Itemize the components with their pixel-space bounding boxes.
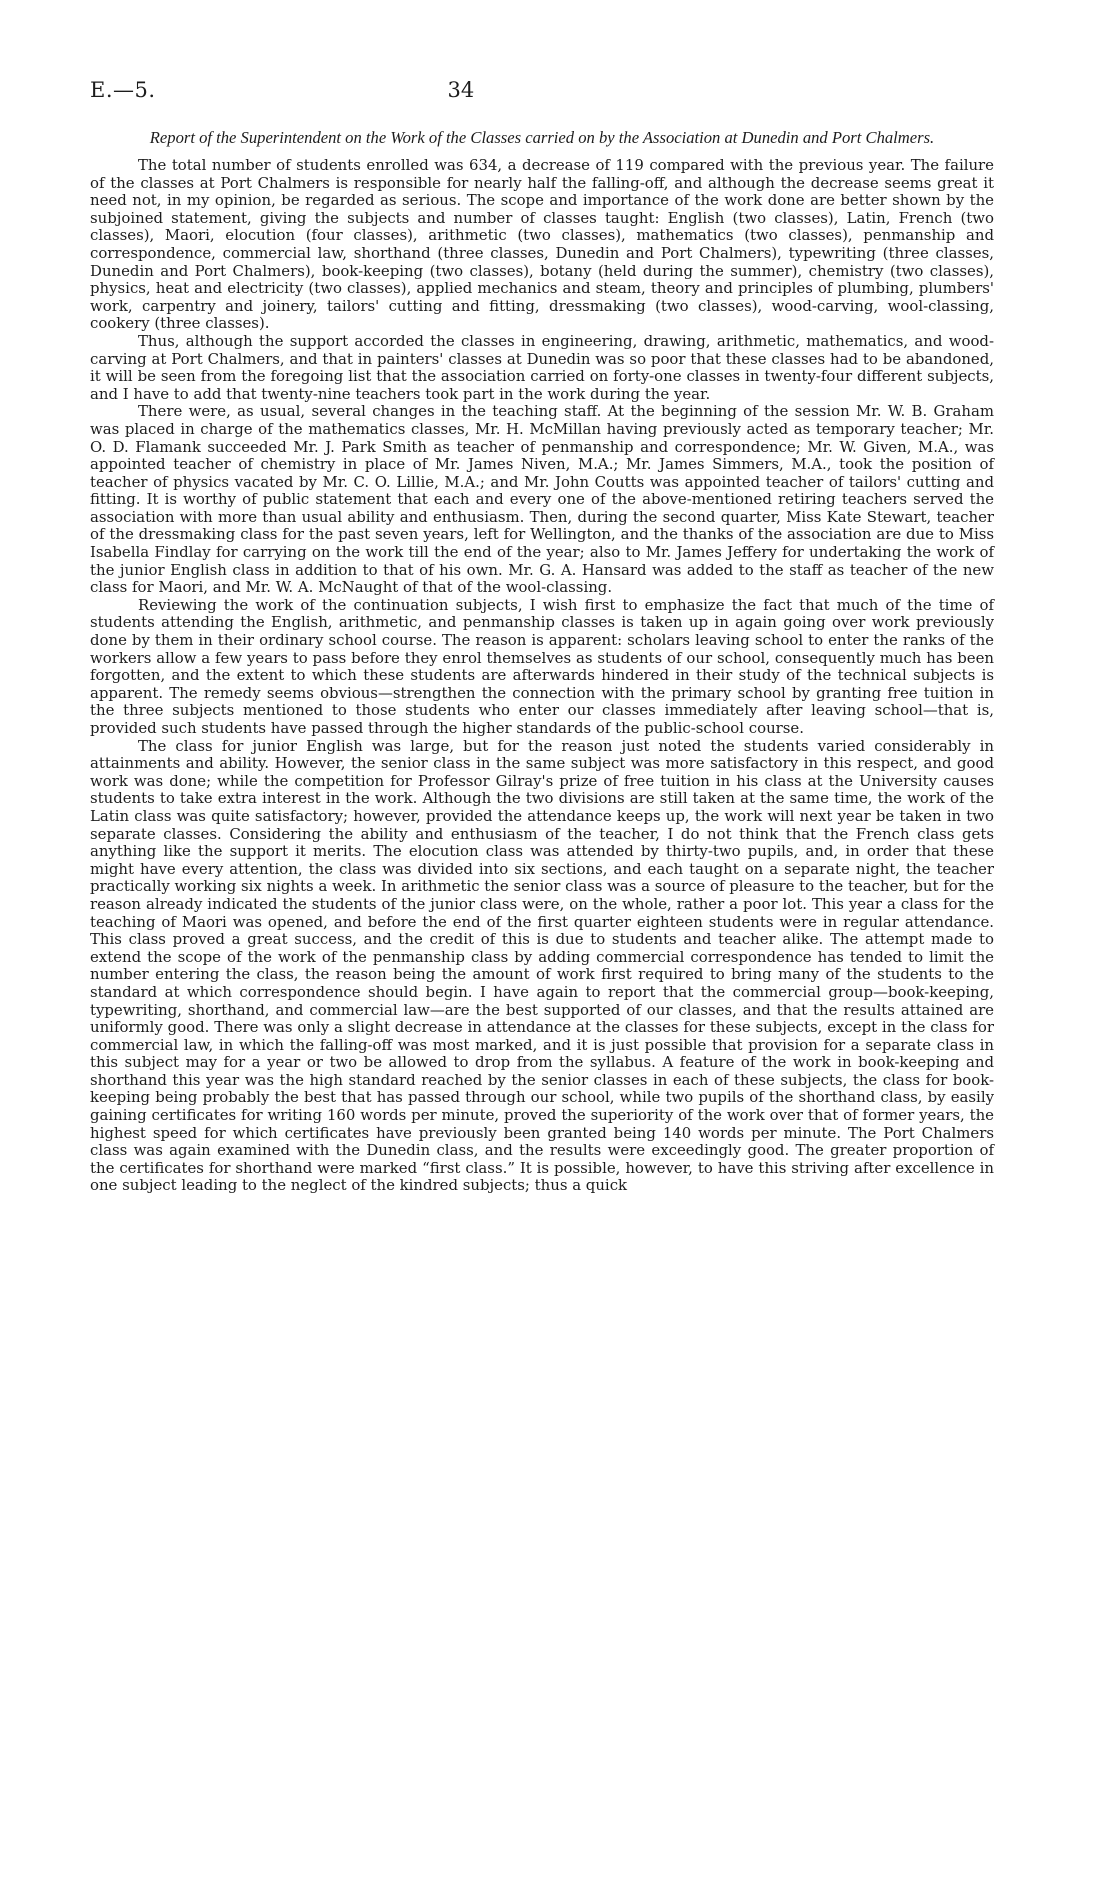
paragraph-enrolment: The total number of students enrolled was 634, a decrease of 119 compared with the previous year. The failure of the classes at Port Chalmers is responsible for nearly half the falling-off, and although the decrease seems great it need not, in my opinion, be regarded as serious. The scope and importance of the work done are better shown by the subjoined statement, giving the subjects and number of classes taught: English (two classes), Latin, French (two classes), Maori, elocution (four classes), arithmetic (two classes), mathematics (two classes), penmanship and correspondence, commercial law, shorthand (three classes, Dunedin and Port Chalmers), typewriting (three classes, Dunedin and Port Chalmers), book-keeping (two classes), botany (held during the summer), chemistry (two classes), physics, heat and electricity (two classes), applied mechanics and steam, theory and principles of plumbing, plumbers' work, carpentry and joinery, tailors' cutting and fitting, dressmaking (two classes), wood-carving, wool-classing, cookery (three classes). <box>90 156 994 333</box>
report-body <box>90 157 994 1195</box>
series-code: E.—5. <box>90 78 156 102</box>
page-number: 34 <box>447 78 475 102</box>
report-title: Report of the Superintendent on the Work of the Classes carried on by the Association at Dunedin and Port Chalmers. <box>149 128 935 147</box>
paragraph-classes-abandoned: Thus, although the support accorded the classes in engineering, drawing, arithmetic, mathematics, and wood-carving at Port Chalmers, and that in painters' classes at Dunedin was so poor that these classes had to be abandoned, it will be seen from the foregoing list that the association carried on forty-one classes in twenty-four different subjects, and I have to add that twenty-nine teachers took part in the work during the year. <box>90 331 994 403</box>
page-header <box>90 78 994 112</box>
paragraph-class-reports: The class for junior English was large, but for the reason just noted the students varied considerably in attainments and ability. However, the senior class in the same subject was more satisfactory in this respect, and good work was done; while the competition for Professor Gilray's prize of free tuition in his class at the University causes students to take extra interest in the work. Although the two divisions are still taken at the same time, the work of the Latin class was quite satisfactory; however, provided the attendance keeps up, the work will next year be taken in two separate classes. Considering the ability and enthusiasm of the teacher, I do not think that the French class gets anything like the support it merits. The elocution class was attended by thirty-two pupils, and, in order that these might have every attention, the class was divided into six sections, and each taught on a separate night, the teacher practically working six nights a week. In arithmetic the senior class was a source of pleasure to the teacher, but for the reason already indicated the students of the junior class were, on the whole, rather a poor lot. This year a class for the teaching of Maori was opened, and before the end of the first quarter eighteen students were in regular attendance. This class proved a great success, and the credit of this is due to students and teacher alike. The attempt made to extend the scope of the work of the penmanship class by adding commercial correspondence has tended to limit the number entering the class, the reason being the amount of work first required to bring many of the students to the standard at which correspondence should begin. I have again to report that the commercial group—book-keeping, typewriting, shorthand, and commercial law—are the best supported of our classes, and that the results attained are uniformly good. There was only a slight decrease in attendance at the classes for these subjects, except in the class for commercial law, in which the falling-off was most marked, and it is just possible that provision for a separate class in this subject may for a year or two be allowed to drop from the syllabus. A feature of the work in book-keeping and shorthand this year was the high standard reached by the senior classes in each of these subjects, the class for book-keeping being probably the best that has passed through our school, while two pupils of the shorthand class, by easily gaining certificates for writing 160 words per minute, proved the superiority of the work over that of former years, the highest speed for which certificates have previously been granted being 140 words per minute. The Port Chalmers class was again examined with the Dunedin class, and the results were exceedingly good. The greater proportion of the certificates for shorthand were marked “first class.” It is possible, however, to have this striving after excellence in one subject leading to the neglect of the kindred subjects; thus a quick <box>90 736 994 1195</box>
paragraph-staff-changes: There were, as usual, several changes in the teaching staff. At the beginning of the session Mr. W. B. Graham was placed in charge of the mathematics classes, Mr. H. McMillan having previously acted as temporary teacher; Mr. O. D. Flamank succeeded Mr. J. Park Smith as teacher of penmanship and correspondence; Mr. W. Given, M.A., was appointed teacher of chemistry in place of Mr. James Niven, M.A.; Mr. James Simmers, M.A., took the position of teacher of physics vacated by Mr. C. O. Lillie, M.A.; and Mr. John Coutts was appointed teacher of tailors' cutting and fitting. It is worthy of public statement that each and every one of the above-mentioned retiring teachers served the association with more than usual ability and enthusiasm. Then, during the second quarter, Miss Kate Stewart, teacher of the dressmaking class for the past seven years, left for Wellington, and the thanks of the association are due to Miss Isabella Findlay for carrying on the work till the end of the year; also to Mr. James Jeffery for undertaking the work of the junior English class in addition to that of his own. Mr. G. A. Hansard was added to the staff as teacher of the new class for Maori, and Mr. W. A. McNaught of that of the wool-classing. <box>90 402 994 597</box>
paragraph-continuation-subjects: Reviewing the work of the continuation subjects, I wish first to emphasize the fact that much of the time of students attending the English, arithmetic, and penmanship classes is taken up in again going over work previously done by them in their ordinary school course. The reason is apparent: scholars leaving school to enter the ranks of the workers allow a few years to pass before they enrol themselves as students of our school, consequently much has been forgotten, and the extent to which these students are afterwards hindered in their study of the technical subjects is apparent. The remedy seems obvious—strengthen the connection with the primary school by granting free tuition in the three subjects mentioned to those students who enter our classes immediately after leaving school—that is, provided such students have passed through the higher standards of the public-school course. <box>90 595 994 737</box>
